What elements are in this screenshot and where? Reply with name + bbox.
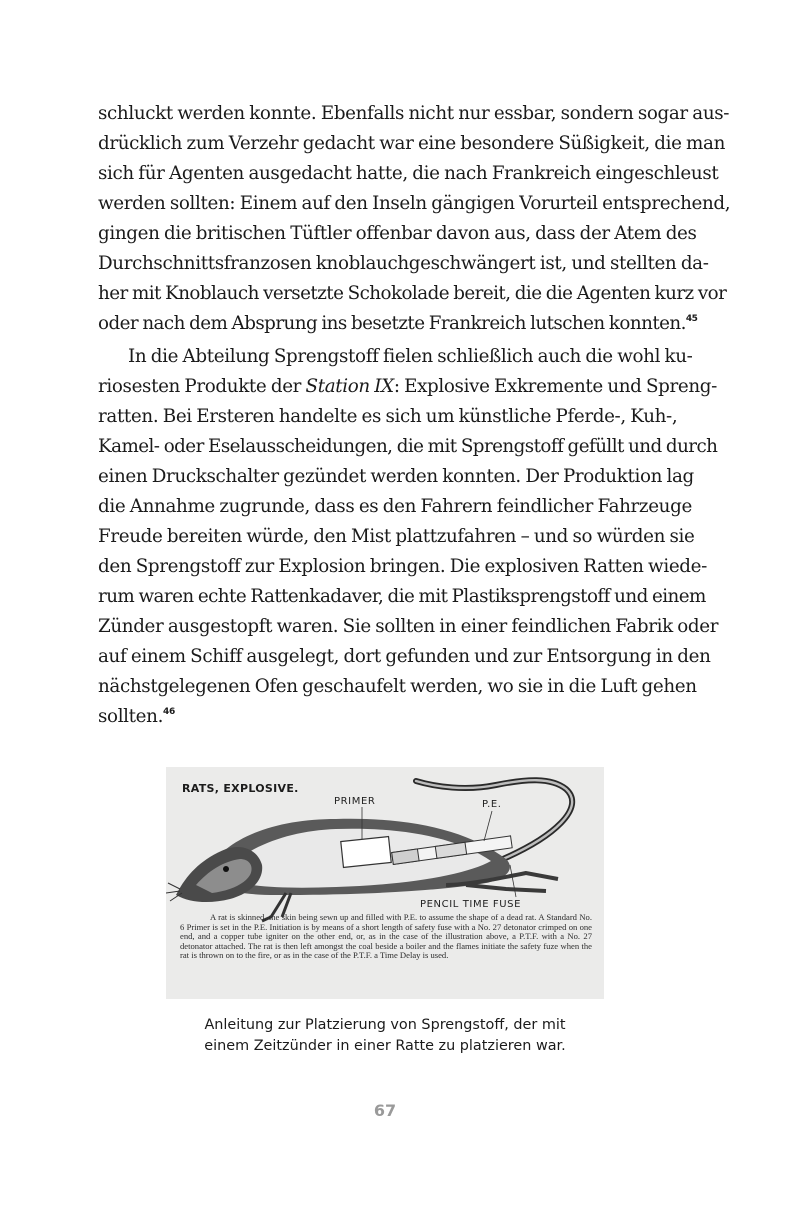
text-line	[98, 372, 717, 402]
text-line: werden sollten: Einem auf den Inseln gängigen Vorurteil entsprechend,	[98, 193, 731, 214]
text-line: her mit Knoblauch versetzte Schokolade bereit, die die Agenten kurz vor	[98, 283, 727, 304]
primer-block	[341, 837, 391, 868]
paragraph-2	[98, 342, 719, 735]
station-name: Station IX	[305, 376, 394, 397]
figure-caption	[166, 1015, 604, 1057]
text-line: einen Druckschalter gezündet werden konnten. Der Produktion lag	[98, 466, 694, 487]
text-line: Zünder ausgestopft waren. Sie sollten in einer feindlichen Fabrik oder	[98, 616, 719, 637]
label-primer: PRIMER	[334, 796, 376, 807]
text-line: sich für Agenten ausgedacht hatte, die nach Frankreich eingeschleust	[98, 163, 719, 184]
text-line: rum waren echte Rattenkadaver, die mit Plastiksprengstoff und einem	[98, 586, 706, 607]
page-number: 67	[373, 1101, 397, 1120]
paragraph-1	[98, 99, 731, 342]
figure-description-text: A rat is skinned, the skin being sewn up and filled with P.E. to assume the shape of a dead rat. A Standard No. 6 Primer is set in the P.E. Initiation is by means of a short length of safety fuse with a No. 27 detonator crimped on one end, and a copper tube igniter on the other end, or, as in the case of the illustration above, a P.T.F. with a No. 27 detonator attached. The rat is then left amongst the coal beside a boiler and the flames initiate the safety fuze when the rat is thrown on to the fire, or as in the case of the P.T.F. a Time Delay is used.	[180, 912, 592, 961]
rat-illustration	[166, 767, 604, 999]
text-line-last	[98, 702, 672, 735]
text-line-last	[98, 309, 698, 342]
text-line: Freude bereiten würde, den Mist plattzufahren – und so würden sie	[98, 526, 695, 547]
text-line: nächstgelegenen Ofen geschaufelt werden, wo sie in die Luft gehen	[98, 676, 697, 697]
text-line: Kamel- oder Eselausscheidungen, die mit Sprengstoff gefüllt und durch	[98, 436, 718, 457]
footnote-marker: 45	[685, 314, 698, 324]
label-pe: P.E.	[482, 799, 502, 810]
text-line: schluckt werden konnte. Ebenfalls nicht nur essbar, sondern sogar aus-	[98, 103, 730, 124]
text-line: In die Abteilung Sprengstoff fielen schließlich auch die wohl ku-	[128, 346, 693, 367]
text-line: drücklich zum Verzehr gedacht war eine besondere Süßigkeit, die man	[98, 133, 725, 154]
caption-line: einem Zeitzünder in einer Ratte zu platzieren war.	[204, 1038, 566, 1054]
text-line: die Annahme zugrunde, dass es den Fahrern feindlicher Fahrzeuge	[98, 496, 692, 517]
text-fragment: sollten.	[98, 706, 164, 727]
text-line: ratten. Bei Ersteren handelte es sich um künstliche Pferde-, Kuh-,	[98, 406, 678, 427]
text-line: auf einem Schiff ausgelegt, dort gefunden und zur Entsorgung in den	[98, 646, 711, 667]
text-line: den Sprengstoff zur Explosion bringen. Die explosiven Ratten wiede-	[98, 556, 707, 577]
figure-explosive-rat	[166, 767, 604, 999]
label-pencil-time-fuse: PENCIL TIME FUSE	[420, 899, 522, 910]
figure-description	[180, 913, 592, 961]
text-line: Durchschnittsfranzosen knoblauchgeschwängert ist, und stellten da-	[98, 253, 709, 274]
text-fragment: oder nach dem Absprung ins besetzte Frankreich lutschen konnten.	[98, 313, 686, 334]
body-text	[98, 99, 731, 735]
text-fragment: riosesten Produkte der	[98, 376, 306, 397]
text-line: gingen die britischen Tüftler offenbar davon aus, dass der Atem des	[98, 223, 697, 244]
caption-line: Anleitung zur Platzierung von Sprengstoff, der mit	[204, 1017, 566, 1033]
text-fragment: : Explosive Exkremente und Spreng-	[393, 376, 717, 397]
figure-title: RATS, EXPLOSIVE.	[182, 782, 299, 795]
footnote-marker: 46	[163, 707, 175, 717]
